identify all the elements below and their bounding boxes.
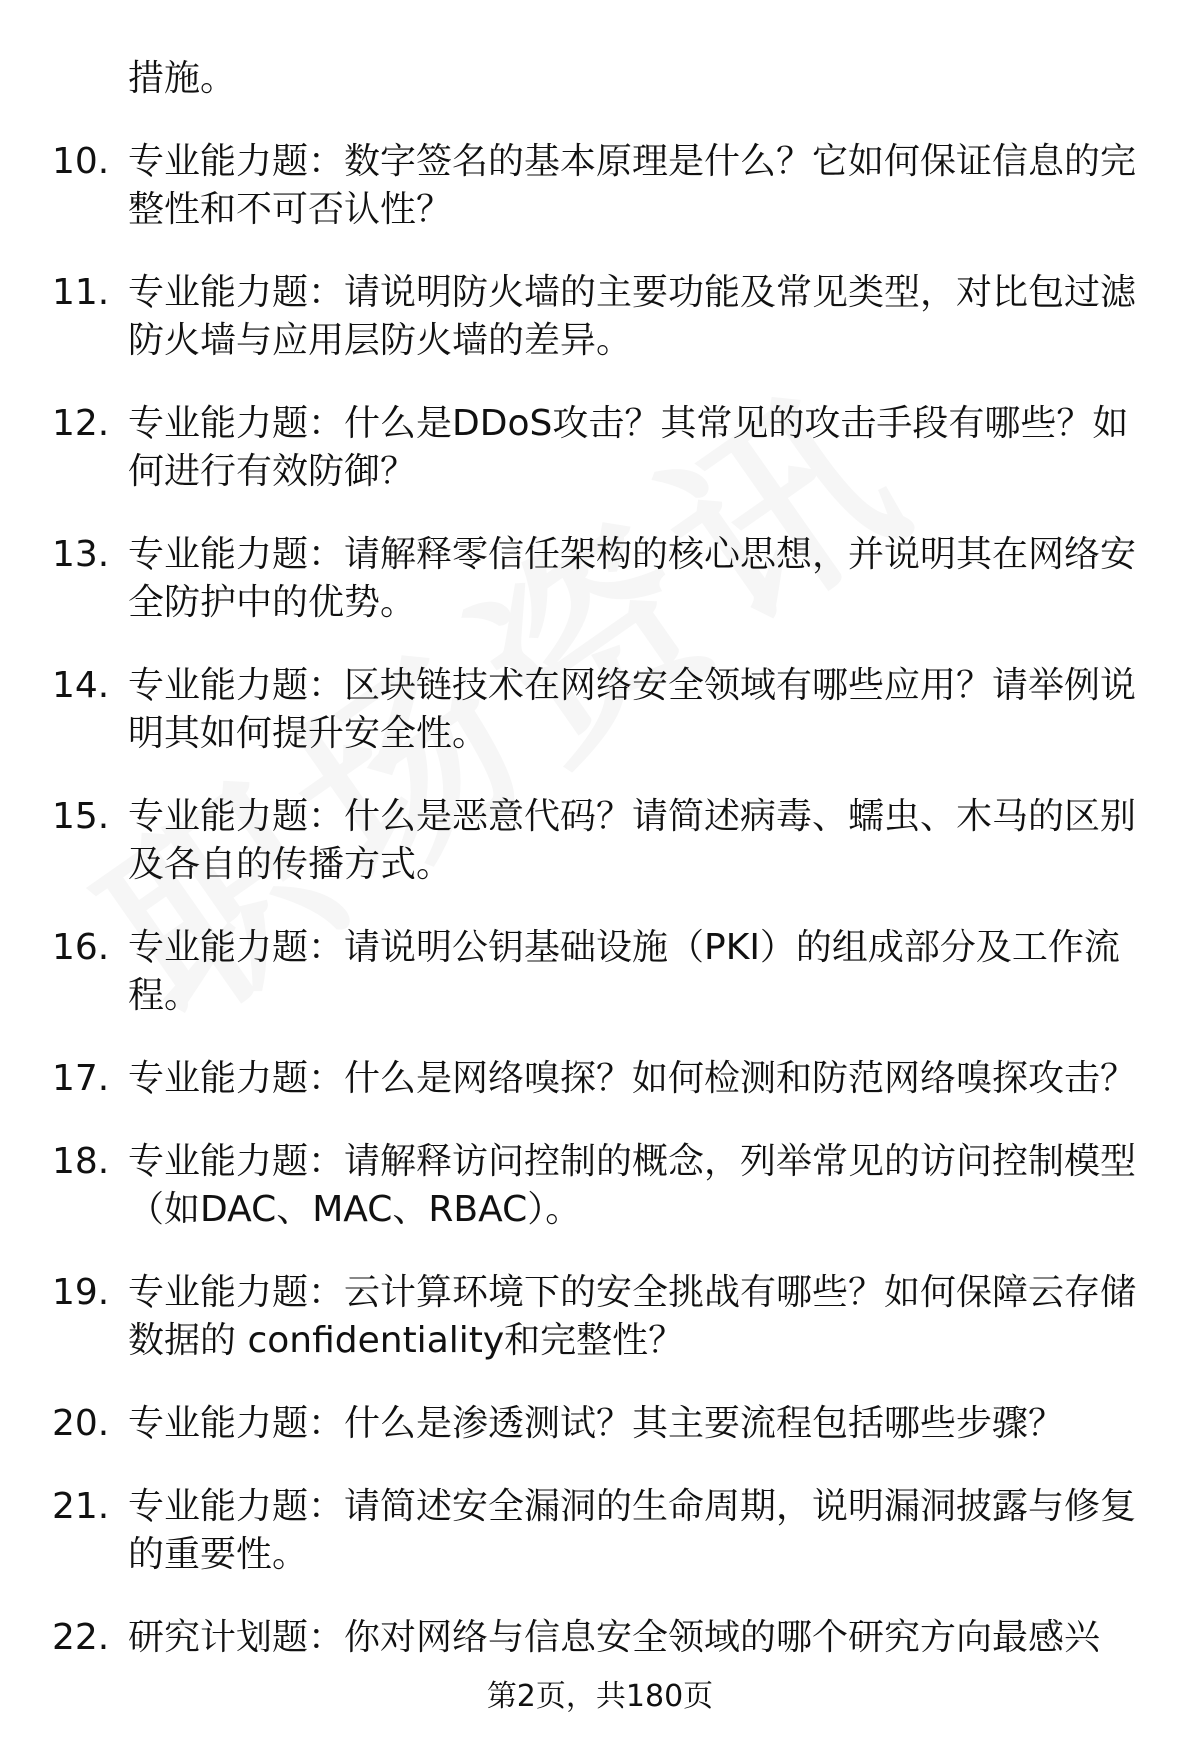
item-text: 研究计划题：你对网络与信息安全领域的哪个研究方向最感兴: [128, 1617, 1101, 1658]
item-number: 11.: [52, 272, 110, 313]
item-text: 专业能力题：数字签名的基本原理是什么？它如何保证信息的完整性和不可否认性？: [128, 141, 1137, 230]
item-number: 13.: [52, 534, 110, 575]
list-item: [52, 138, 1142, 234]
list-item: [52, 1055, 1142, 1103]
item-text: 专业能力题：请解释零信任架构的核心思想，并说明其在网络安全防护中的优势。: [128, 534, 1137, 623]
item-text: 专业能力题：云计算环境下的安全挑战有哪些？如何保障云存储数据的 confidentiality和完整性？: [128, 1272, 1137, 1361]
continuation-text: 措施。: [128, 58, 237, 99]
item-number: 14.: [52, 665, 110, 706]
item-text: 专业能力题：什么是网络嗅探？如何检测和防范网络嗅探攻击？: [128, 1058, 1137, 1099]
list-item: [52, 1614, 1142, 1662]
list-item: [52, 1483, 1142, 1579]
item-text: 专业能力题：请说明公钥基础设施（PKI）的组成部分及工作流程。: [128, 927, 1120, 1016]
list-item: [52, 1138, 1142, 1234]
item-number: 10.: [52, 141, 110, 182]
item-number: 17.: [52, 1058, 110, 1099]
list-item: [52, 531, 1142, 627]
item-text: 专业能力题：请解释访问控制的概念，列举常见的访问控制模型（如DAC、MAC、RBAC）。: [128, 1141, 1137, 1230]
item-text: 专业能力题：区块链技术在网络安全领域有哪些应用？请举例说明其如何提升安全性。: [128, 665, 1137, 754]
item-text: 专业能力题：什么是恶意代码？请简述病毒、蠕虫、木马的区别及各自的传播方式。: [128, 796, 1137, 885]
item-text: 专业能力题：请说明防火墙的主要功能及常见类型，对比包过滤防火墙与应用层防火墙的差异。: [128, 272, 1137, 361]
item-number: 18.: [52, 1141, 110, 1182]
list-item: [52, 662, 1142, 758]
item-number: 21.: [52, 1486, 110, 1527]
item-number: 16.: [52, 927, 110, 968]
item-number: 20.: [52, 1403, 110, 1444]
item-number: 15.: [52, 796, 110, 837]
list-item: [52, 269, 1142, 365]
list-item: [52, 793, 1142, 889]
question-list: [52, 55, 1142, 1697]
list-item: [52, 1269, 1142, 1365]
item-text: 专业能力题：什么是DDoS攻击？其常见的攻击手段有哪些？如何进行有效防御？: [128, 403, 1129, 492]
list-item: [52, 924, 1142, 1020]
page-footer: 第2页，共180页: [486, 1679, 714, 1714]
item-number: 19.: [52, 1272, 110, 1313]
item-text: 专业能力题：请简述安全漏洞的生命周期，说明漏洞披露与修复的重要性。: [128, 1486, 1137, 1575]
item-number: 22.: [52, 1617, 110, 1658]
list-item: [52, 400, 1142, 496]
list-item: [52, 1400, 1142, 1448]
item-number: 12.: [52, 403, 110, 444]
item-text: 专业能力题：什么是渗透测试？其主要流程包括哪些步骤？: [128, 1403, 1065, 1444]
